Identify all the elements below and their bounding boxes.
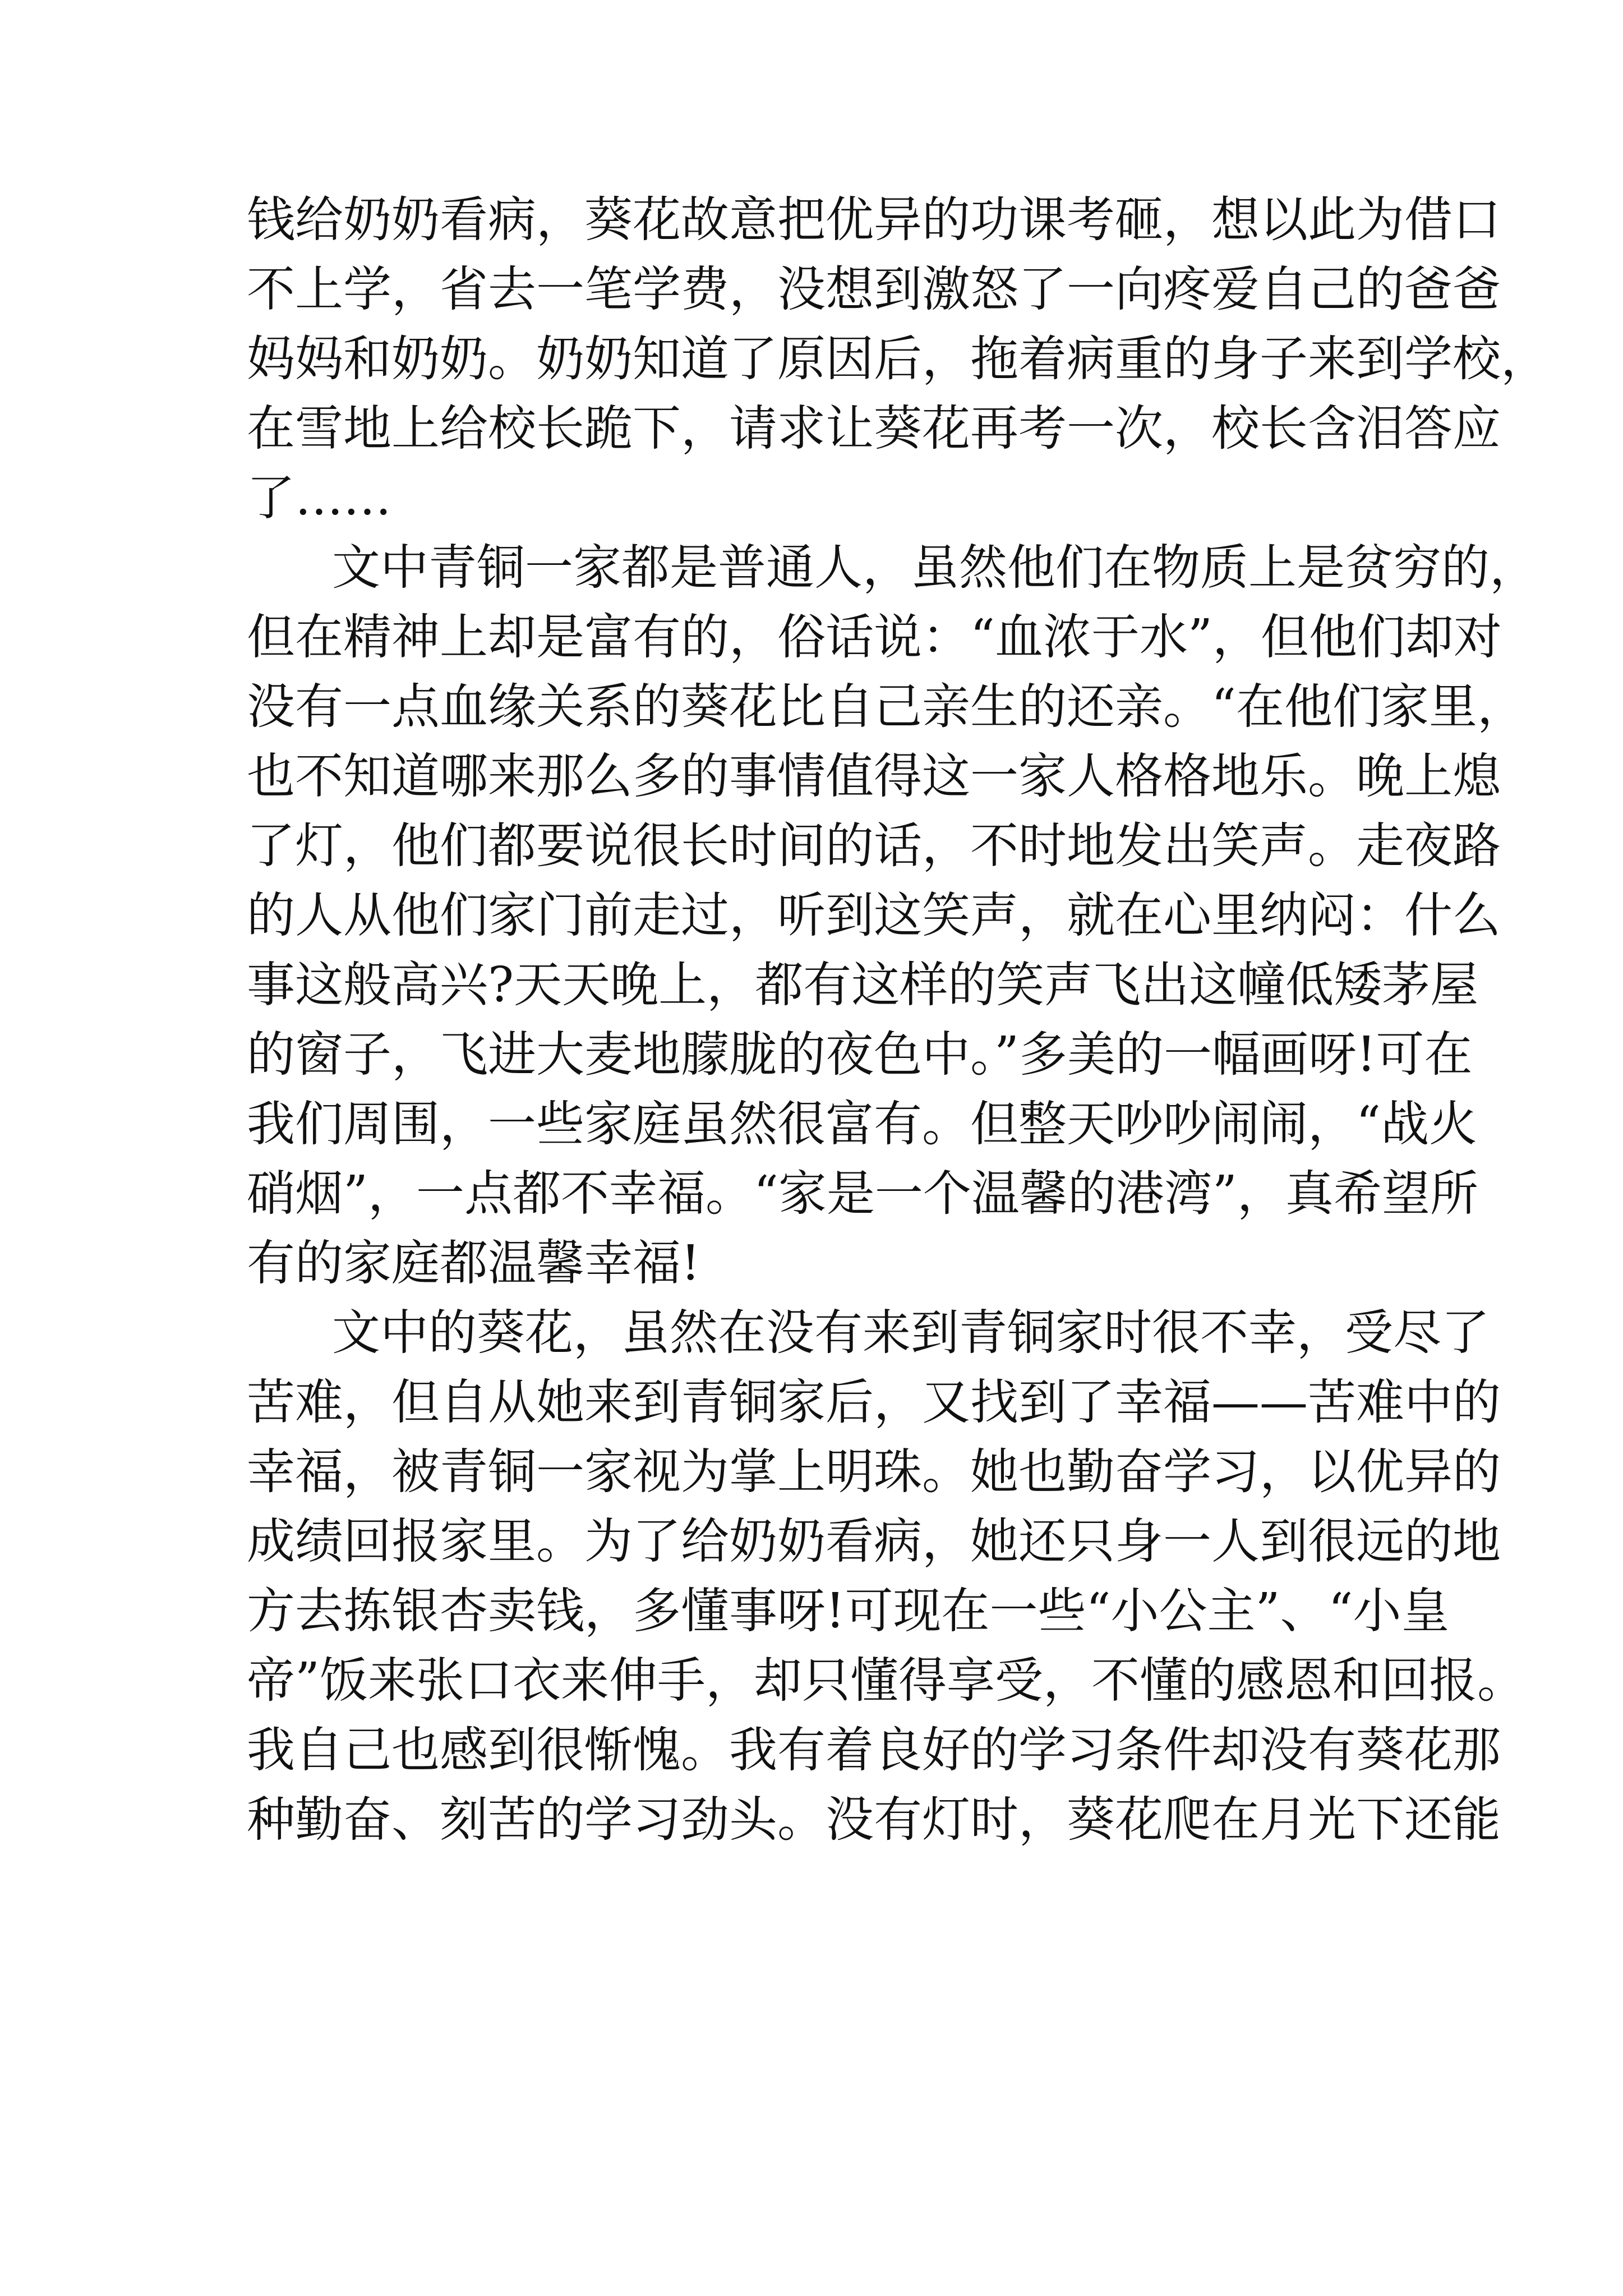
body-text — [247, 185, 1549, 1855]
text-line: 的窗子，飞进大麦地朦胧的夜色中。”多美的一幅画呀!可在 — [247, 1027, 1473, 1083]
text-line: 有的家庭都温馨幸福! — [247, 1235, 700, 1291]
text-line: 种勤奋、刻苦的学习劲头。没有灯时，葵花爬在月光下还能 — [247, 1792, 1501, 1848]
text-line: 成绩回报家里。为了给奶奶看病，她还只身一人到很远的地 — [247, 1513, 1501, 1570]
text-line: 我们周围，一些家庭虽然很富有。但整天吵吵闹闹，“战火 — [247, 1096, 1477, 1152]
text-line: 了灯，他们都要说很长时间的话，不时地发出笑声。走夜路 — [247, 818, 1501, 874]
text-line: 不上学，省去一笔学费，没想到激怒了一向疼爱自己的爸爸 — [247, 261, 1501, 318]
paragraph-first-line: 文中青铜一家都是普通人，虽然他们在物质上是贫穷的， — [332, 540, 1538, 596]
text-line: 钱给奶奶看病，葵花故意把优异的功课考砸，想以此为借口 — [247, 192, 1501, 248]
text-line: 帝”饭来张口衣来伸手，却只懂得享受，不懂的感恩和回报。 — [247, 1653, 1525, 1709]
text-line: 的人从他们家门前走过，听到这笑声，就在心里纳闷：什么 — [247, 887, 1501, 944]
text-line: 没有一点血缘关系的葵花比自己亲生的还亲。“在他们家里， — [247, 679, 1525, 735]
text-line: 苦难，但自从她来到青铜家后，又找到了幸福——苦难中的 — [247, 1374, 1501, 1430]
text-line: 但在精神上却是富有的，俗话说：“血浓于水”，但他们却对 — [247, 609, 1502, 665]
text-line: 也不知道哪来那么多的事情值得这一家人格格地乐。晚上熄 — [247, 748, 1501, 804]
text-line: 方去拣银杏卖钱，多懂事呀!可现在一些“小公主”、“小皇 — [247, 1583, 1450, 1639]
text-line: 在雪地上给校长跪下，请求让葵花再考一次，校长含泪答应 — [247, 401, 1501, 457]
text-line: 硝烟”，一点都不幸福。“家是一个温馨的港湾”，真希望所 — [247, 1166, 1478, 1222]
text-line: 妈妈和奶奶。奶奶知道了原因后，拖着病重的身子来到学校， — [247, 331, 1549, 387]
text-line: 我自己也感到很惭愧。我有着良好的学习条件却没有葵花那 — [247, 1722, 1501, 1778]
paragraph-first-line: 文中的葵花，虽然在没有来到青铜家时很不幸，受尽了 — [332, 1305, 1490, 1361]
text-line: 事这般高兴?天天晚上，都有这样的笑声飞出这幢低矮茅屋 — [247, 957, 1479, 1013]
text-line: 幸福，被青铜一家视为掌上明珠。她也勤奋学习，以优异的 — [247, 1444, 1501, 1500]
text-line: 了…… — [247, 470, 391, 526]
